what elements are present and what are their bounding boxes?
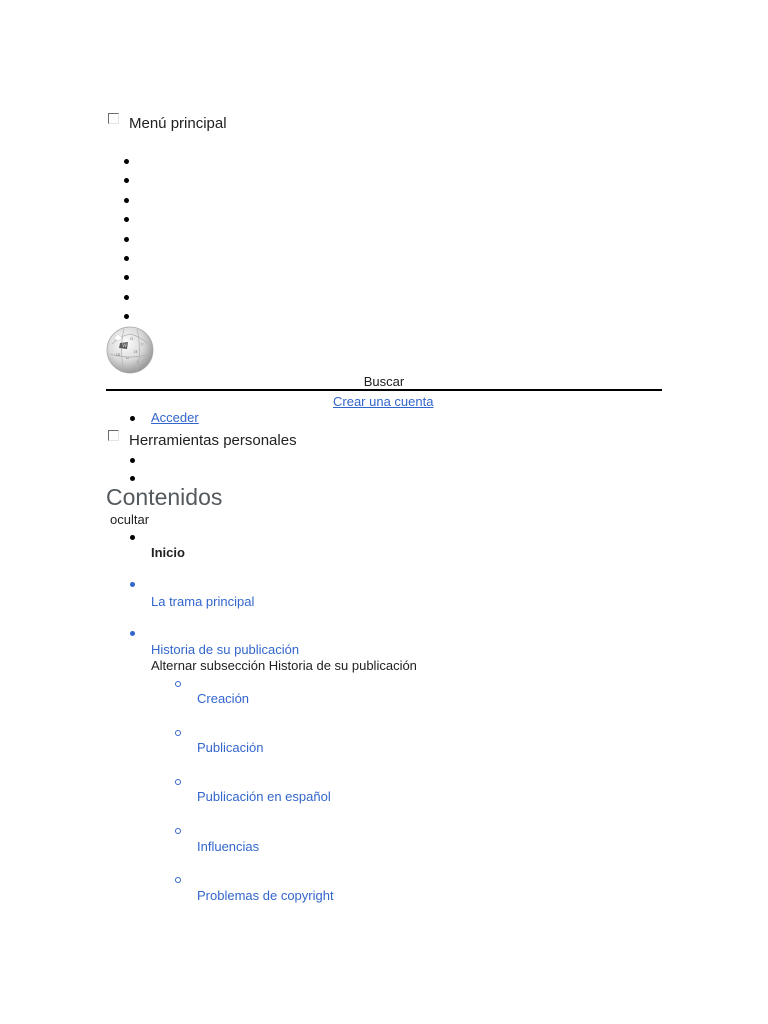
main-menu-item[interactable]	[124, 275, 129, 280]
main-menu-checkbox[interactable]	[108, 113, 119, 124]
toc-item-historia[interactable]: Historia de su publicación	[151, 642, 300, 657]
main-menu-item[interactable]	[124, 256, 129, 261]
toc-subitem-bullet	[175, 828, 181, 834]
create-account-link[interactable]: Crear una cuenta	[333, 394, 434, 409]
main-menu-item[interactable]	[124, 178, 129, 183]
personal-tools-label[interactable]: Herramientas personales	[129, 432, 297, 449]
wikipedia-logo-icon[interactable]	[106, 326, 154, 374]
main-menu-item[interactable]	[124, 198, 129, 203]
toc-subitem-creacion[interactable]: Creación	[197, 691, 250, 706]
toc-item-trama[interactable]: La trama principal	[151, 594, 255, 609]
svg-text:Ω: Ω	[130, 336, 134, 341]
toc-title: Contenidos	[106, 484, 223, 510]
toc-item-bullet	[130, 535, 135, 540]
toc-subitem-publicacion[interactable]: Publicación	[197, 740, 264, 755]
toc-subitem-bullet	[175, 730, 181, 736]
main-menu-item[interactable]	[124, 159, 129, 164]
svg-text:ᛉ: ᛉ	[136, 360, 139, 365]
svg-text:И: И	[134, 349, 138, 354]
main-menu-item[interactable]	[124, 217, 129, 222]
personal-tools-checkbox[interactable]	[108, 430, 119, 441]
search-button[interactable]: Buscar	[106, 373, 662, 391]
svg-text:ウ: ウ	[140, 342, 144, 347]
toc-toggle-historia[interactable]: Alternar subsección Historia de su publicación	[151, 658, 417, 673]
personal-tools-item[interactable]	[130, 458, 135, 463]
login-link[interactable]: Acceder	[151, 410, 199, 425]
svg-text:Ш: Ш	[116, 352, 121, 357]
toc-hide-button[interactable]: ocultar	[110, 512, 150, 527]
svg-text:ω: ω	[126, 355, 130, 360]
toc-item-inicio[interactable]: Inicio	[151, 545, 185, 560]
toc-subitem-bullet	[175, 681, 181, 687]
main-menu-item[interactable]	[124, 295, 129, 300]
main-menu-item[interactable]	[124, 314, 129, 319]
toc-item-bullet	[130, 582, 135, 587]
toc-item-bullet	[130, 631, 135, 636]
main-menu-label[interactable]: Menú principal	[129, 115, 227, 132]
toc-subitem-influencias[interactable]: Influencias	[197, 839, 260, 854]
toc-subitem-copyright[interactable]: Problemas de copyright	[197, 888, 334, 903]
toc-subitem-bullet	[175, 877, 181, 883]
login-bullet	[130, 416, 135, 421]
main-menu-item[interactable]	[124, 237, 129, 242]
personal-tools-item[interactable]	[130, 476, 135, 481]
toc-subitem-publicacion-espanol[interactable]: Publicación en español	[197, 789, 331, 804]
toc-subitem-bullet	[175, 779, 181, 785]
svg-text:W: W	[122, 343, 128, 349]
